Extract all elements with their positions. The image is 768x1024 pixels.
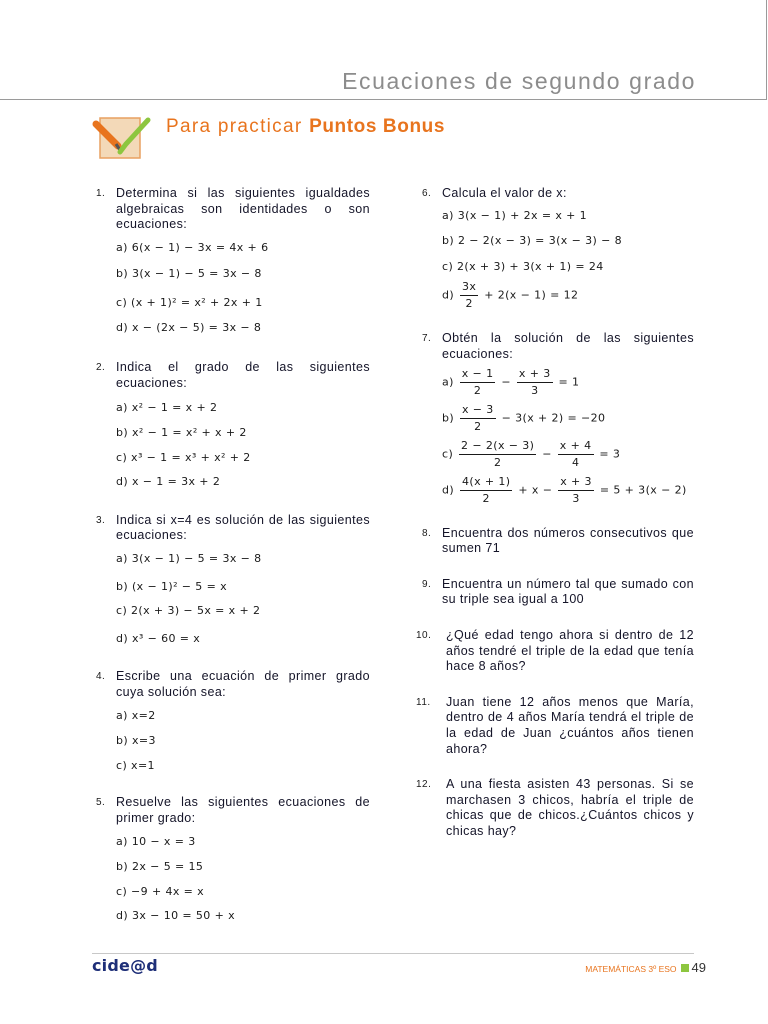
equation-item: b) (x − 1)² − 5 = x (116, 579, 228, 593)
equation-rest: − 3(x + 2) = −20 (501, 411, 606, 425)
equation-item: b) 2x − 5 = 15 (116, 860, 204, 874)
equation-item: d) x − 1 = 3x + 2 (116, 475, 221, 489)
fraction (460, 280, 478, 311)
exercise-number: 7. (422, 333, 432, 345)
fraction (517, 367, 553, 398)
equation-rest: = 1 (558, 375, 580, 389)
numerator: 3x (460, 280, 478, 296)
exercise-6 (422, 186, 694, 311)
pencil-check-icon (90, 114, 154, 164)
exercise-text: Indica si x=4 es solución de las siguientes ecuaciones: (116, 512, 370, 543)
exercise-8 (422, 526, 694, 557)
equation-rest: = 3 (599, 447, 621, 461)
equation-item: b) x=3 (116, 734, 156, 748)
equation-item (442, 280, 694, 311)
equation-item (442, 367, 694, 398)
exercise-4 (96, 669, 370, 773)
exercise-number: 8. (422, 527, 432, 539)
equation-item (442, 403, 694, 434)
equation-item: c) x³ − 1 = x³ + x² + 2 (116, 450, 251, 464)
exercise-number: 12. (416, 779, 432, 791)
denominator: 2 (494, 455, 502, 469)
exercise-5 (96, 795, 370, 924)
left-column (96, 186, 370, 924)
exercise-text: ¿Qué edad tengo ahora si dentro de 12 años tendré el triple de la edad que tenía hace 8 años? (446, 627, 694, 674)
fraction (558, 475, 594, 506)
equation-rest: = 5 + 3(x − 2) (599, 483, 687, 497)
exercise-number: 11. (416, 696, 431, 708)
denominator: 2 (474, 419, 482, 433)
denominator: 2 (465, 297, 473, 311)
fraction (460, 403, 496, 434)
exercise-number: 5. (96, 797, 106, 809)
exercise-text: Resuelve las siguientes ecuaciones de primer grado: (116, 795, 370, 825)
operator: − (501, 375, 511, 389)
exercise-text: Juan tiene 12 años menos que María, dentro de 4 años María tendrá el triple de la edad de Juan ¿cuántos años tienen ahora? (446, 694, 694, 756)
numerator: x + 4 (558, 439, 594, 455)
exercise-7 (422, 331, 694, 505)
exercise-text: Indica el grado de las siguientes ecuaciones: (116, 360, 370, 390)
fraction (460, 367, 496, 398)
exercise-number: 1. (96, 188, 106, 199)
equation-item: d) x³ − 60 = x (116, 631, 201, 645)
equation-item: c) −9 + 4x = x (116, 884, 205, 898)
exercise-text: Encuentra un número tal que sumado con su triple sea igual a 100 (442, 576, 694, 607)
equation-rest: + 2(x − 1) = 12 (484, 288, 579, 302)
equation-item: c) 2(x + 3) − 5x = x + 2 (116, 604, 261, 618)
numerator: x − 3 (460, 403, 496, 419)
denominator: 3 (531, 383, 539, 397)
numerator: x + 3 (558, 475, 594, 491)
numerator: 4(x + 1) (460, 475, 513, 491)
exercise-text: A una fiesta asisten 43 personas. Si se marchasen 3 chicos, habría el triple de chicas que de chicos.¿Cuántos chicos y chicas hay? (446, 777, 694, 838)
equation-item: d) 3x − 10 = 50 + x (116, 909, 236, 923)
denominator: 4 (571, 455, 580, 469)
numerator: x − 1 (460, 367, 496, 383)
fraction (460, 475, 513, 506)
fraction (459, 439, 536, 470)
equation-item: a) 3(x − 1) + 2x = x + 1 (442, 208, 588, 222)
exercise-number: 6. (422, 188, 432, 199)
subject-label: MATEMÁTICAS 3º ESO (585, 964, 677, 974)
item-label: b) (442, 411, 455, 425)
denominator: 2 (482, 491, 490, 505)
equation-item: b) 2 − 2(x − 3) = 3(x − 3) − 8 (442, 234, 622, 248)
equation-item: a) x² − 1 = x + 2 (116, 401, 218, 415)
exercise-2 (96, 360, 370, 490)
brand-logo: cide@d (92, 956, 158, 975)
exercise-10 (416, 627, 694, 675)
item-label: c) (442, 447, 454, 461)
equation-item: c) 2(x + 3) + 3(x + 1) = 24 (442, 259, 604, 273)
exercise-text: Obtén la solución de las siguientes ecuaciones: (442, 331, 694, 361)
equation-item: c) (x + 1)² = x² + 2x + 1 (116, 295, 263, 309)
equation-item: b) x² − 1 = x² + x + 2 (116, 425, 247, 439)
exercise-12 (416, 777, 694, 839)
exercise-text: Escribe una ecuación de primer grado cuya solución sea: (116, 669, 370, 699)
chapter-title: Ecuaciones de segundo grado (342, 68, 696, 94)
exercise-11 (416, 694, 694, 757)
exercise-number: 2. (96, 362, 106, 374)
exercise-number: 10. (416, 629, 432, 641)
numerator: 2 − 2(x − 3) (459, 439, 536, 455)
green-square-icon (681, 964, 689, 972)
equation-item: a) 3(x − 1) − 5 = 3x − 8 (116, 551, 262, 565)
equation-item (442, 439, 694, 470)
item-label: d) (442, 483, 455, 497)
equation-item (442, 475, 694, 506)
numerator: x + 3 (517, 367, 553, 383)
title-light: Para practicar (166, 116, 303, 137)
equation-item: a) 6(x − 1) − 3x = 4x + 6 (116, 240, 269, 254)
equation-item: b) 3(x − 1) − 5 = 3x − 8 (116, 267, 262, 281)
item-label: a) (442, 375, 454, 389)
page-number: 49 (691, 960, 706, 975)
exercise-3 (96, 513, 370, 647)
equation-item: a) x=2 (116, 709, 156, 723)
exercise-9 (422, 577, 694, 608)
equation-item: c) x=1 (116, 758, 155, 772)
item-label: d) (442, 288, 455, 302)
exercise-text: Calcula el valor de x: (442, 186, 567, 200)
exercise-number: 3. (96, 514, 106, 526)
exercise-text: Encuentra dos números consecutivos que sumen 71 (442, 525, 694, 556)
denominator: 2 (473, 383, 482, 397)
equation-item: a) 10 − x = 3 (116, 835, 196, 849)
right-column (416, 186, 694, 839)
exercise-number: 4. (96, 671, 106, 683)
denominator: 3 (572, 491, 580, 505)
exercise-1 (96, 186, 370, 335)
equation-item: d) x − (2x − 5) = 3x − 8 (116, 320, 262, 334)
exercise-number: 9. (422, 578, 432, 590)
operator: + x − (518, 483, 553, 497)
operator: − (542, 447, 552, 461)
section-title (166, 116, 445, 138)
fraction (558, 439, 594, 470)
title-bold: Puntos Bonus (309, 116, 446, 137)
footer-info (585, 960, 706, 975)
exercise-text: Determina si las siguientes igualdades algebraicas son identidades o son ecuaciones: (116, 186, 370, 232)
footer-divider (92, 953, 694, 954)
